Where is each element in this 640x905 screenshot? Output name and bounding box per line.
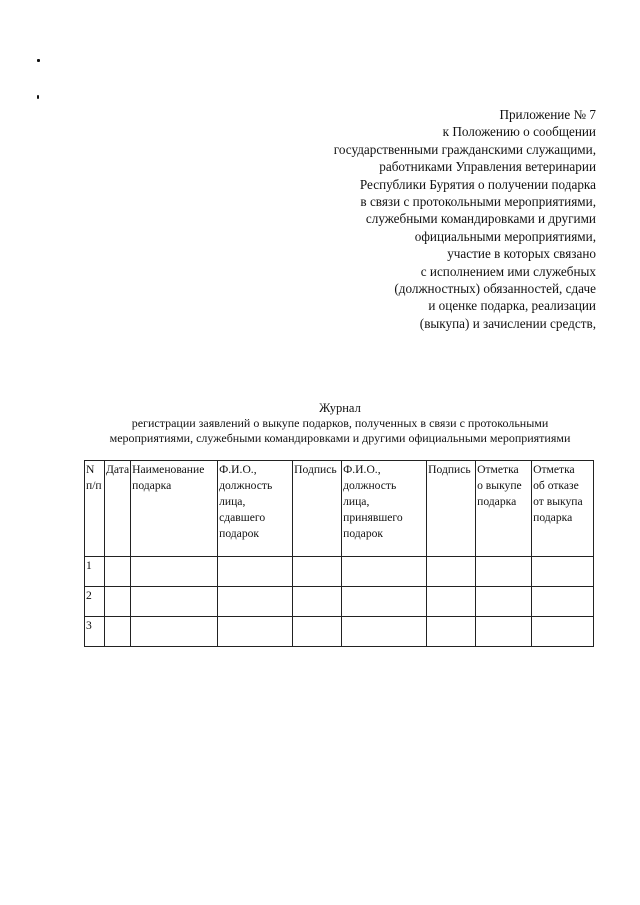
table-cell: 3 [85,617,105,647]
annex-line: (должностных) обязанностей, сдаче [394,281,596,297]
annex-line: государственными гражданскими служащими, [333,141,596,157]
table-cell [131,617,218,647]
table-cell [476,557,532,587]
scan-speck-top [37,59,40,62]
table-cell [293,617,342,647]
table-cell [342,587,427,617]
annex-line: с исполнением ими служебных [420,263,596,279]
scan-speck-bottom [37,95,39,99]
annex-line: участие в которых связано [447,246,596,262]
col-header-receiver-signature: Подпись [427,461,476,557]
col-header-gift-name: Наименование подарка [131,461,218,557]
col-header-giver-name: Ф.И.О., должность лица, сдавшего подарок [218,461,293,557]
annex-line: к Положению о сообщении [442,124,596,140]
table-cell [342,617,427,647]
annex-line: (выкупа) и зачислении средств, [419,315,596,331]
table-cell [532,557,594,587]
table-cell [293,557,342,587]
table-header-row [85,461,594,557]
table-cell [532,587,594,617]
registration-table [84,460,594,647]
table-cell [342,557,427,587]
table-cell [131,557,218,587]
annex-line: Республики Бурятия о получении подарка [359,176,596,192]
annex-line: служебными командировками и другими [365,211,596,227]
table-cell [476,587,532,617]
table-row [85,587,594,617]
table-cell [131,587,218,617]
col-header-number: N п/п [85,461,105,557]
col-header-refusal-mark: Отметка об отказе от выкупа подарка [532,461,594,557]
table-cell [427,557,476,587]
table-cell: 1 [85,557,105,587]
table-row [85,617,594,647]
table-cell [218,617,293,647]
annex-line: официальными мероприятиями, [414,228,596,244]
annex-line: Приложение № 7 [499,107,596,122]
table-cell [105,617,131,647]
col-header-date: Дата [105,461,131,557]
annex-line: и оценке подарка, реализации [428,298,596,314]
table-cell [293,587,342,617]
table-cell [105,557,131,587]
table-cell [427,587,476,617]
annex-line: в связи с протокольными мероприятиями, [360,194,596,210]
table-cell [218,557,293,587]
table-cell [532,617,594,647]
journal-subtitle [78,416,602,446]
table-cell [476,617,532,647]
journal-subtitle-line: регистрации заявлений о выкупе подарков, полученных в связи с протокольными [131,416,549,430]
table-cell [105,587,131,617]
table-row [85,557,594,587]
annex-heading [296,106,596,332]
table-cell [427,617,476,647]
journal-title: Журнал [319,401,361,415]
col-header-giver-signature: Подпись [293,461,342,557]
annex-line: работниками Управления ветеринарии [379,159,596,175]
table-cell: 2 [85,587,105,617]
col-header-buyout-mark: Отметка о выкупе подарка [476,461,532,557]
journal-subtitle-line: мероприятиями, служебными командировками и другими официальными мероприятиями [109,431,571,445]
col-header-receiver-name: Ф.И.О., должность лица, принявшего подарок [342,461,427,557]
table-cell [218,587,293,617]
